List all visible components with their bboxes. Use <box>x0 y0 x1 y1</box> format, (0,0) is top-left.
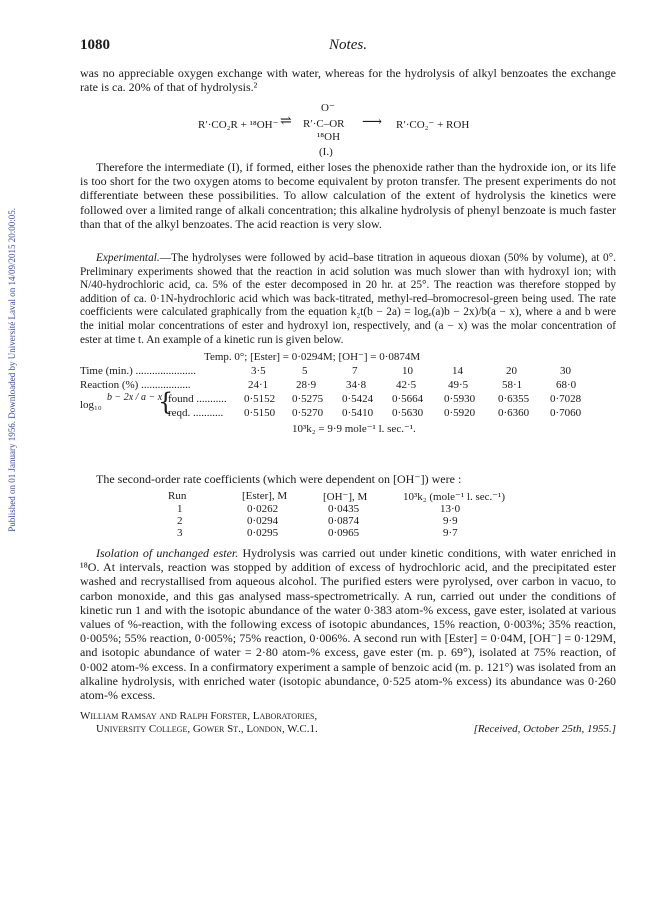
runs-cell: 3 <box>177 527 183 539</box>
runs-cell: 13·0 <box>440 503 461 515</box>
signature-block <box>80 710 616 740</box>
runs-header: [OH⁻], M <box>323 491 368 503</box>
reaction-row-label: Reaction (%) .................. <box>80 379 191 391</box>
rate-coefficient: 10³k₂ = 9·9 mole⁻¹ l. sec.⁻¹. <box>292 423 416 435</box>
log-fraction: b − 2x / a − x <box>107 392 163 403</box>
runs-cell: 9·9 <box>443 515 458 527</box>
runs-header: [Ester], M <box>242 490 288 502</box>
runs-header: Run <box>168 490 187 502</box>
found-cell: 0·5152 <box>244 393 276 405</box>
signature-address: University College, Gower St., London, W.C.1. <box>96 723 318 735</box>
paragraph-intermediate <box>80 160 616 231</box>
page-number: 1080 <box>80 37 110 53</box>
received-date: [Received, October 25th, 1955.] <box>473 723 616 735</box>
log-prefix: log₁₀ <box>80 399 102 411</box>
time-cell: 3·5 <box>251 365 266 377</box>
scheme-forward-arrow: ⟶ <box>362 115 383 130</box>
runs-cell: 9·7 <box>443 527 458 539</box>
reaction-cell: 68·0 <box>556 379 577 391</box>
reaction-cell: 28·9 <box>296 379 317 391</box>
reqd-row-label: reqd. ........... <box>168 407 224 419</box>
isolation-section <box>80 546 616 702</box>
page-header <box>80 37 616 57</box>
scheme-reactants: R′·CO₂R + ¹⁸OH⁻ <box>198 119 279 131</box>
reaction-cell: 34·8 <box>346 379 367 391</box>
scheme-intermediate: R′·C–OR <box>303 118 345 130</box>
time-cell: 5 <box>302 365 308 377</box>
paragraph-exchange-text: was no appreciable oxygen exchange with water, whereas for the hydrolysis of alkyl benzoates the exchange rate is ca. 20% of that of hydrolysis.² <box>80 66 616 95</box>
reqd-cell: 0·7060 <box>550 407 582 419</box>
reaction-cell: 24·1 <box>248 379 269 391</box>
scheme-equilibrium-arrow: ⇌ <box>280 114 292 129</box>
time-cell: 20 <box>506 365 517 377</box>
reaction-scheme <box>80 101 616 163</box>
runs-cell: 0·0262 <box>247 503 279 515</box>
found-cell: 0·5930 <box>444 393 476 405</box>
second-order-intro <box>80 472 616 486</box>
runs-cell: 2 <box>177 515 183 527</box>
reaction-cell: 58·1 <box>502 379 523 391</box>
kinetic-conditions: Temp. 0°; [Ester] = 0·0294M; [OH⁻] = 0·0874M <box>204 351 421 363</box>
runs-cell: 1 <box>177 503 183 515</box>
reaction-cell: 42·5 <box>396 379 417 391</box>
reqd-cell: 0·6360 <box>498 407 530 419</box>
found-cell: 0·5275 <box>292 393 324 405</box>
found-cell: 0·5664 <box>392 393 424 405</box>
found-cell: 0·6355 <box>498 393 530 405</box>
runs-header: 10³k₂ (mole⁻¹ l. sec.⁻¹) <box>403 491 506 503</box>
download-watermark-text: Published on 01 January 1956. Downloaded by Université Laval on 14/09/2015 20:00:05. <box>7 208 17 532</box>
runs-table <box>80 490 616 550</box>
experimental-heading: Experimental. <box>96 252 160 264</box>
scheme-label: (I.) <box>319 146 333 158</box>
isolation-heading: Isolation of unchanged ester. <box>96 546 239 560</box>
found-cell: 0·5424 <box>342 393 374 405</box>
found-row-label: found ........... <box>168 393 227 405</box>
second-order-intro-text: The second-order rate coefficients (which were dependent on [OH⁻]) were : <box>96 472 462 486</box>
reqd-cell: 0·5270 <box>292 407 324 419</box>
reqd-cell: 0·5920 <box>444 407 476 419</box>
experimental-section <box>80 252 616 347</box>
runs-cell: 0·0295 <box>247 527 279 539</box>
found-cell: 0·7028 <box>550 393 582 405</box>
paragraph-exchange <box>80 66 616 94</box>
running-title: Notes. <box>329 37 367 53</box>
reqd-cell: 0·5410 <box>342 407 374 419</box>
time-row-label: Time (min.) ...................... <box>80 365 197 377</box>
reqd-cell: 0·5630 <box>392 407 424 419</box>
isolation-text: Hydrolysis was carried out under kinetic conditions, with water enriched in ¹⁸O. At intervals, reaction was stopped by addition of excess of hydrochloric acid, and the precipitated ester washed and recrystallised from aqueous alcohol. The purified esters were pyrolysed, over carbon in vacuo, to carbon monoxide, and this gas analysed mass-spectrometrically. A run, carried out under the conditions of kinetic run 1 and with the isotopic abundance of the water 0·383 atom-% excess, gave ester, isolated at various values of %-reaction, with the following excess of isotopic abundances, 15% reaction, 0·003%; 35% reaction, 0·005%; 55% reaction, 0·005%; 75% reaction, 0·006%. A second run with [Ester] = 0·04M, [OH⁻] = 0·129M, and isotopic abundance of water = 2·80 atom-% excess, gave ester (m. p. 69°), isolated at 75% reaction, of 0·002 atom-% excess. In a confirmatory experiment a sample of benzoic acid (m. p. 121°) was isolated from an alkaline hydrolysis, with enriched water (isotopic abundance, 0·525 atom-% excess) its abundance was 0·260 atom-% excess. <box>80 546 616 703</box>
reqd-cell: 0·5150 <box>244 407 276 419</box>
reaction-cell: 49·5 <box>448 379 469 391</box>
runs-cell: 0·0874 <box>328 515 360 527</box>
experimental-text: —The hydrolyses were followed by acid–base titration in aqueous dioxan (50% by volume), at 0°. Preliminary experiments showed that the reaction in acid solution was much slower than with hydroxyl ion; with N/40-hydrochloric acid, ca. 5% of the ester decomposed in 20 hr. at 25°. The reaction was therefore stopped by addition of ca. 0·1N-hydrochloric acid which was back-titrated, methyl-red–bromocresol-green being used. The rate coefficients were calculated graphically from the equation k₂t(b − 2a) = logₑ(a)b − 2x)/b(a − x), where a and b were the initial molar concentrations of ester and hydroxyl ion, respectively, and (a − x) was the molar concentration of ester at time t. An example of a kinetic run is given below. <box>80 252 616 346</box>
time-cell: 30 <box>560 365 571 377</box>
time-cell: 14 <box>452 365 463 377</box>
kinetic-run-table <box>80 350 616 460</box>
signature-authors: William Ramsay and Ralph Forster, Laboratories, <box>80 710 318 722</box>
scheme-hydroxyl: ¹⁸OH <box>317 131 341 143</box>
time-cell: 7 <box>352 365 358 377</box>
download-watermark <box>6 160 18 580</box>
log-brace: { <box>158 388 174 416</box>
runs-cell: 0·0294 <box>247 515 279 527</box>
runs-cell: 0·0965 <box>328 527 360 539</box>
time-cell: 10 <box>402 365 413 377</box>
paragraph-intermediate-text: Therefore the intermediate (I), if formed, either loses the phenoxide rather than the hydroxide ion, or its life is too short for the two oxygen atoms to become equivalent by proton transfer. The present experiments do not differentiate between these possibilities. To allow calculation of the extent of hydrolysis the kinetics were followed over a limited range of alkali concentration; this alkaline hydrolysis of phenyl benzoate is much faster than that of the alkyl benzoates. The acid reaction is very slow. <box>80 160 616 231</box>
scheme-oxyanion: O⁻ <box>321 102 335 114</box>
scheme-products: R′·CO₂⁻ + ROH <box>396 119 470 131</box>
runs-cell: 0·0435 <box>328 503 360 515</box>
